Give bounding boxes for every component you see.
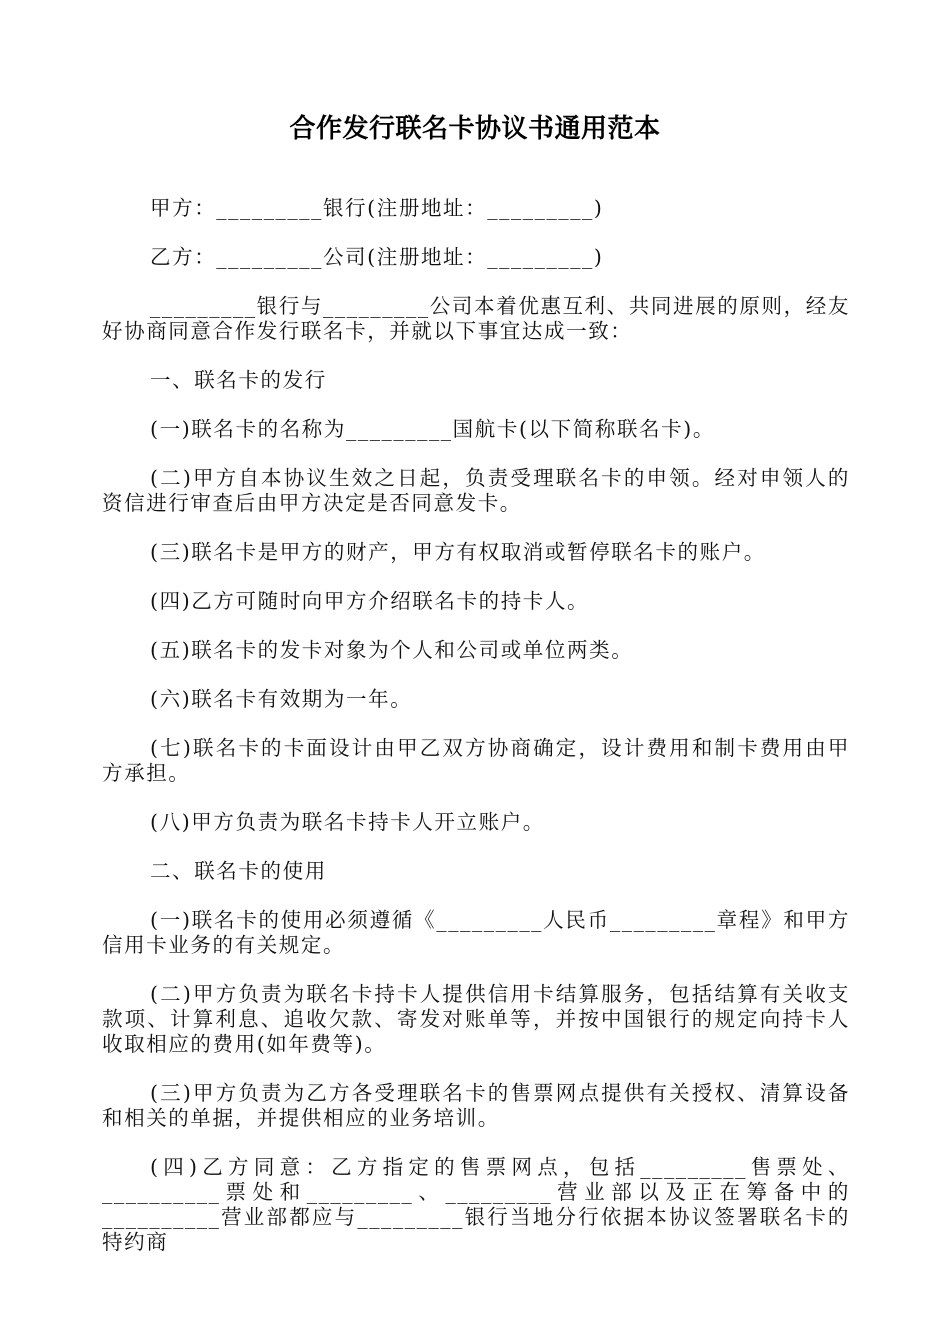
clause-paragraph: (一)联名卡的使用必须遵循《_________人民币_________章程》和甲方信用卡业务的有关规定。 — [102, 908, 850, 957]
document-body — [102, 196, 850, 1279]
document-title: 合作发行联名卡协议书通用范本 — [289, 114, 661, 144]
clause-paragraph: (三)甲方负责为乙方各受理联名卡的售票网点提供有关授权、清算设备和相关的单据，并提供相应的业务培训。 — [102, 1081, 850, 1130]
clause-paragraph: (二)甲方自本协议生效之日起，负责受理联名卡的申领。经对申领人的资信进行审查后由甲方决定是否同意发卡。 — [102, 466, 850, 515]
clause-paragraph: (七)联名卡的卡面设计由甲乙双方协商确定，设计费用和制卡费用由甲方承担。 — [102, 736, 850, 785]
clause-paragraph: (一)联名卡的名称为_________国航卡(以下简称联名卡)。 — [150, 417, 715, 441]
section-heading-issuance: 一、联名卡的发行 — [150, 368, 327, 392]
clause-paragraph: (三)联名卡是甲方的财产，甲方有权取消或暂停联名卡的账户。 — [150, 540, 766, 564]
clause-paragraph: (四)乙方同意：乙方指定的售票网点，包括_________售票处、__________票处和_________、_________营业部以及正在筹备中的__________营业部都应与_________银行当地分行依据本协议签署联名卡的特约商 — [102, 1155, 850, 1254]
clause-paragraph: (五)联名卡的发卡对象为个人和公司或单位两类。 — [150, 638, 634, 662]
clause-paragraph: (四)乙方可随时向甲方介绍联名卡的持卡人。 — [150, 589, 590, 613]
party-a-line: 甲方：_________银行(注册地址：_________) — [150, 196, 604, 220]
party-b-line: 乙方：_________公司(注册地址：_________) — [150, 245, 604, 269]
clause-paragraph: (六)联名卡有效期为一年。 — [150, 687, 413, 711]
clause-paragraph: (二)甲方负责为联名卡持卡人提供信用卡结算服务，包括结算有关收支款项、计算利息、追收欠款、寄发对账单等，并按中国银行的规定向持卡人收取相应的费用(如年费等)。 — [102, 982, 850, 1056]
clause-paragraph: (八)甲方负责为联名卡持卡人开立账户。 — [150, 810, 545, 834]
preamble-paragraph: _________银行与_________公司本着优惠互利、共同进展的原则，经友好协商同意合作发行联名卡，并就以下事宜达成一致： — [102, 294, 850, 343]
section-heading-usage: 二、联名卡的使用 — [150, 859, 327, 883]
